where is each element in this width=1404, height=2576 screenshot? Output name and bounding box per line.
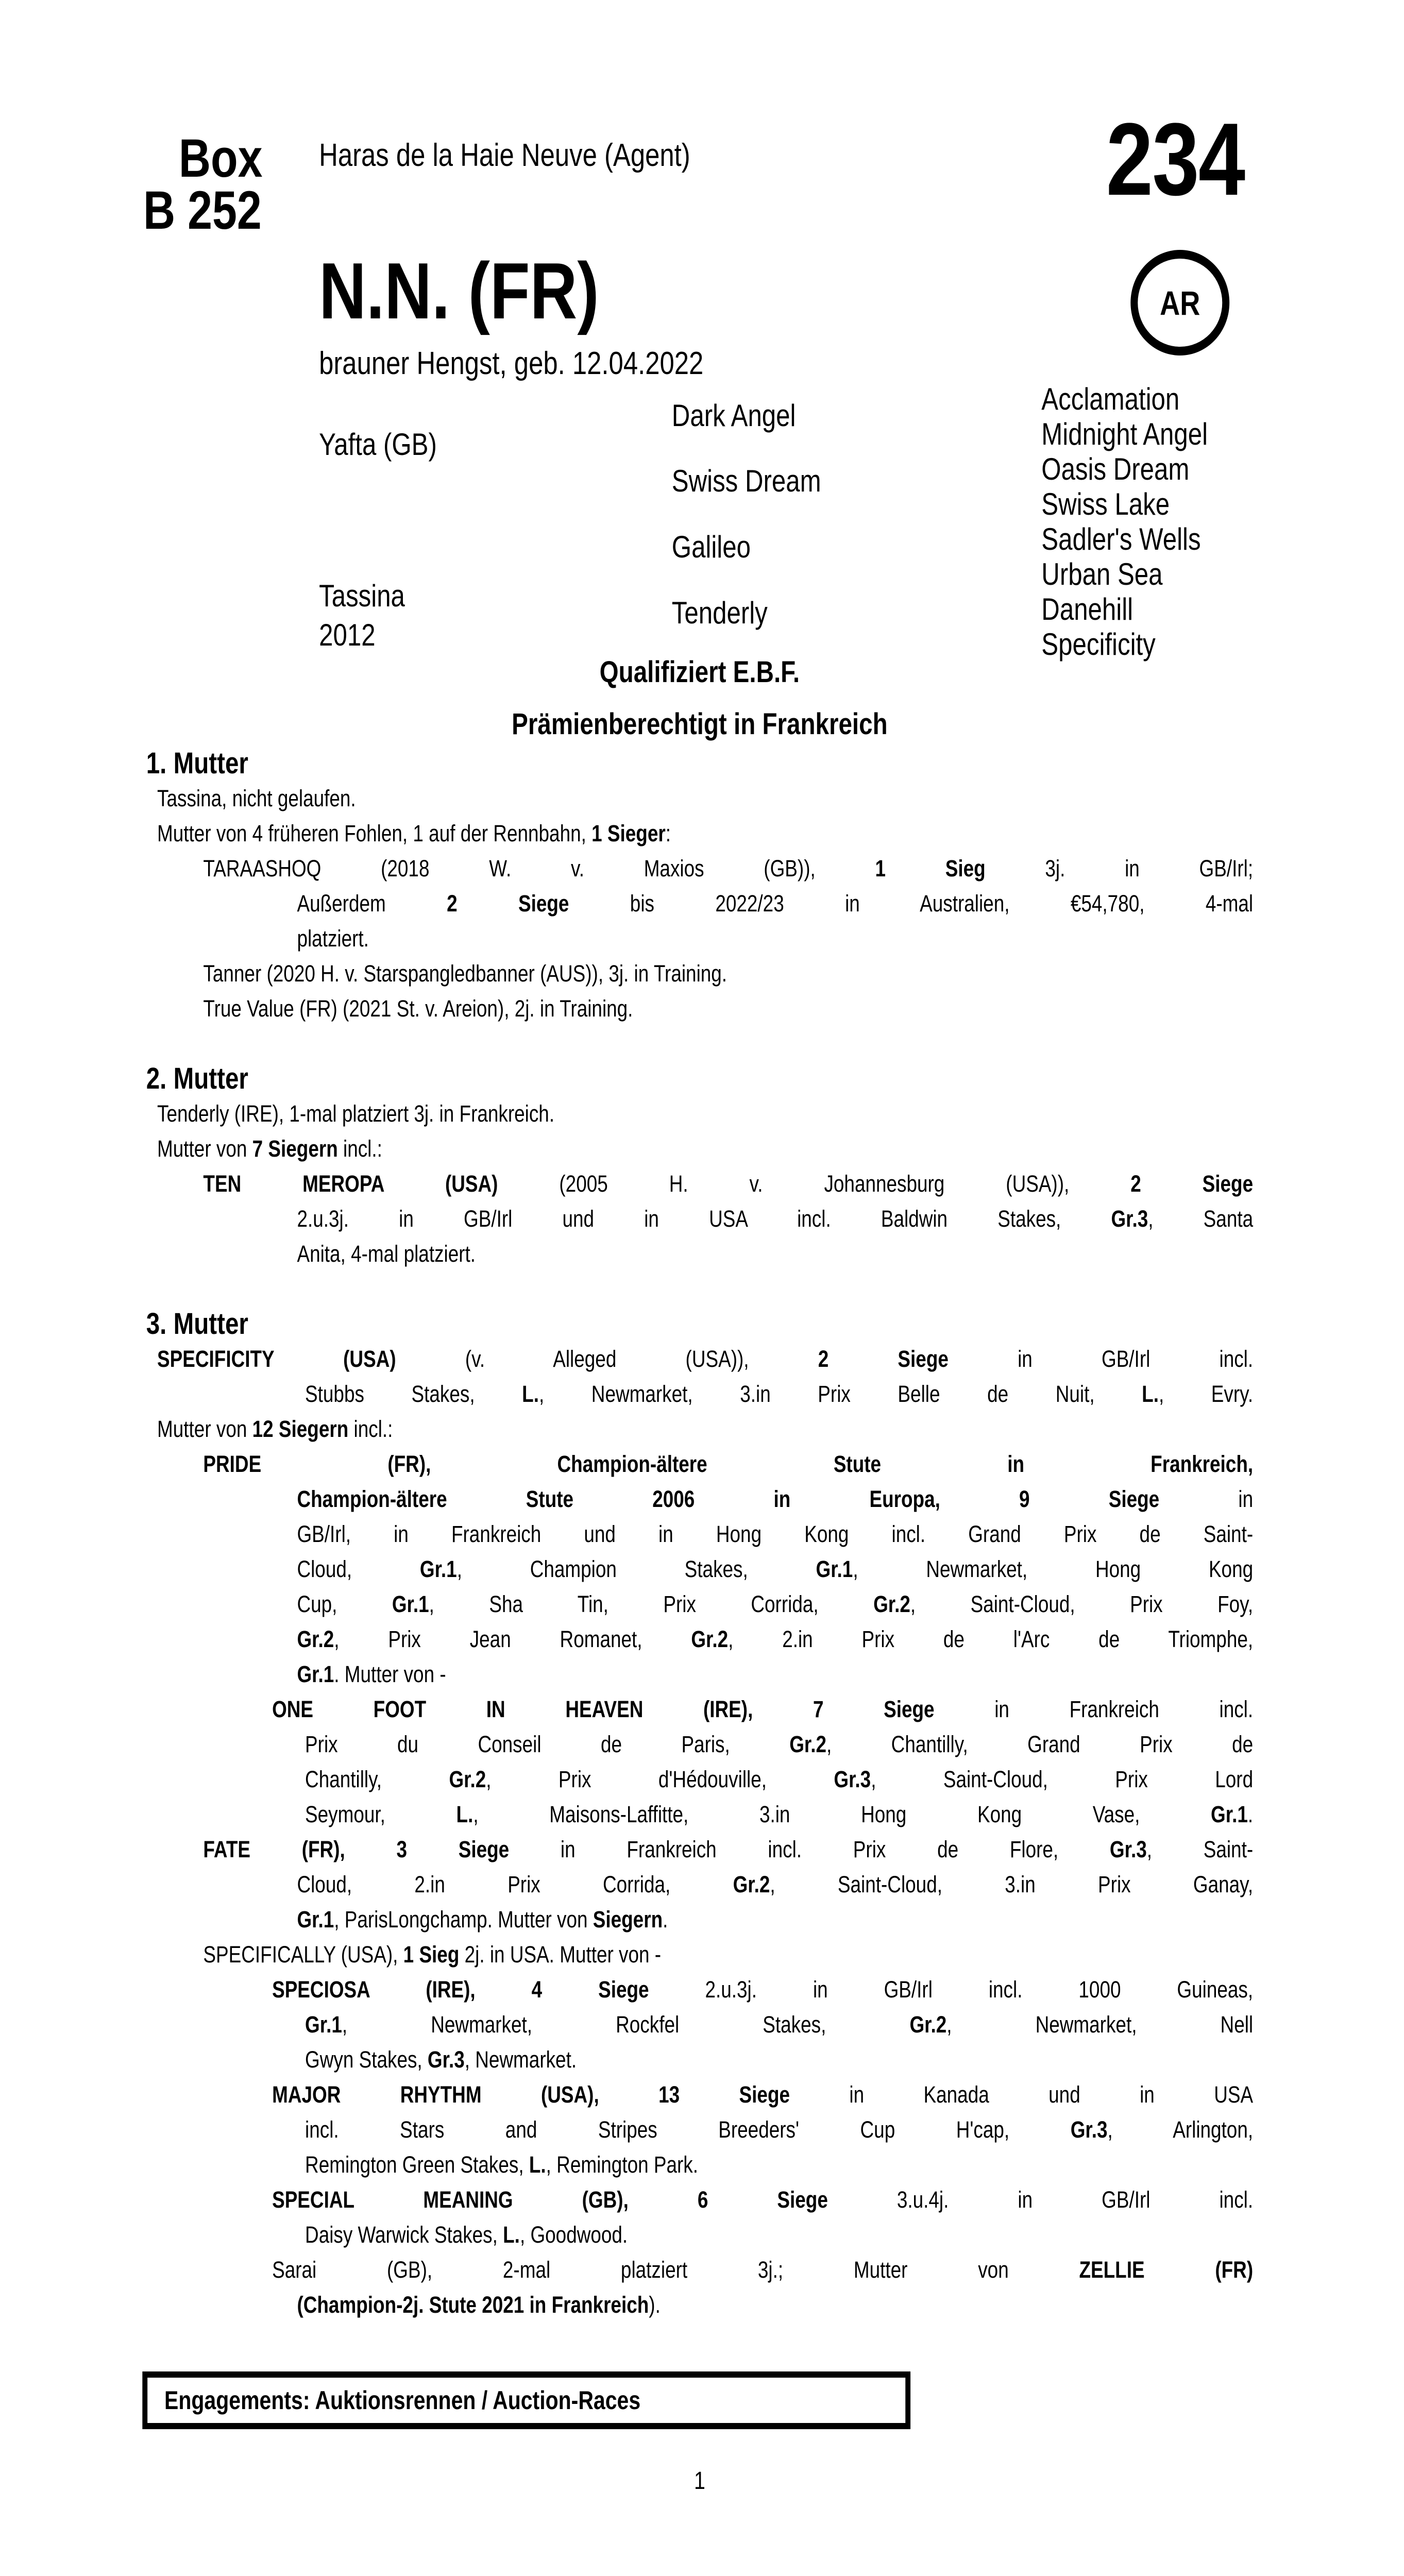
text-segment: Gr.2 [909, 2011, 947, 2038]
text-line [146, 781, 1253, 816]
text-line [146, 1447, 1253, 1482]
text-segment: platziert. [297, 925, 369, 952]
text-segment: , Sha Tin, Prix Corrida, [429, 1591, 874, 1617]
text-segment: 3.u.4j. in GB/Irl incl. [827, 2187, 1254, 2213]
dam-name: Tassina [319, 579, 405, 613]
text-segment: ). [649, 2292, 661, 2318]
text-segment: L. [503, 2222, 520, 2248]
text-segment: FATE (FR), 3 Siege [203, 1836, 510, 1862]
great-grandparent-name: Acclamation [1041, 382, 1180, 416]
text-segment: , ParisLongchamp. Mutter von [334, 1906, 593, 1933]
text-segment: Tanner (2020 H. v. Starspangledbanner (AUS)), 3j. in Training. [203, 960, 728, 987]
text-line [146, 1236, 1253, 1272]
text-segment: Chantilly, [305, 1766, 449, 1792]
text-line [146, 1692, 1253, 1727]
text-line [146, 2077, 1253, 2112]
great-grandparent-name: Urban Sea [1041, 557, 1163, 591]
text-segment: Gr.1 [297, 1661, 334, 1687]
text-segment: , Goodwood. [519, 2222, 628, 2248]
text-segment: SPECIFICALLY (USA), [203, 1941, 403, 1968]
text-line [146, 1201, 1253, 1236]
text-segment: Gr.2 [873, 1591, 910, 1617]
text-segment: Gr.3 [427, 2046, 465, 2073]
text-segment: in Frankreich incl. [934, 1696, 1254, 1722]
ar-badge [1130, 250, 1229, 355]
text-segment: TEN MEROPA (USA) [203, 1171, 498, 1197]
text-segment: Cloud, [297, 1556, 420, 1582]
text-segment: Gr.1 [1211, 1801, 1248, 1827]
text-segment: , Saint- [1146, 1836, 1254, 1862]
text-line [146, 1762, 1253, 1797]
consignor-name: Haras de la Haie Neuve (Agent) [319, 138, 690, 173]
text-segment: TARAASHOQ (2018 W. v. Maxios (GB)), [203, 855, 875, 882]
text-segment: Gr.1 [305, 2011, 342, 2038]
text-segment: bis 2022/23 in Australien, €54,780, 4-mal [569, 890, 1254, 917]
text-line [146, 886, 1253, 921]
text-line [146, 1657, 1253, 1692]
text-line [146, 2042, 1253, 2077]
text-segment: , Prix d'Hédouville, [486, 1766, 834, 1792]
text-segment: Gr.2 [297, 1626, 334, 1652]
text-segment: , Prix Jean Romanet, [334, 1626, 691, 1652]
text-segment: ONE FOOT IN HEAVEN (IRE), 7 Siege [272, 1696, 935, 1722]
mutter-section [146, 1307, 1253, 2323]
text-segment: Tenderly (IRE), 1-mal platziert 3j. in Frankreich. [157, 1100, 555, 1127]
text-segment: , Santa [1148, 1206, 1254, 1232]
text-line [146, 2217, 1253, 2252]
text-segment: Gr.3 [1111, 1206, 1148, 1232]
text-segment: Tassina, nicht gelaufen. [157, 785, 356, 811]
text-segment: Remington Green Stakes, [305, 2151, 529, 2178]
text-line [146, 2252, 1253, 2287]
box-number: B 252 [143, 180, 262, 241]
text-segment: Gr.1 [419, 1556, 457, 1582]
text-segment: (Champion-2j. Stute 2021 in Frankreich [297, 2292, 649, 2318]
dam-year: 2012 [319, 618, 376, 652]
text-segment: Gr.3 [834, 1766, 871, 1792]
lot-number: 234 [1106, 102, 1245, 217]
text-segment: SPECIAL MEANING (GB), 6 Siege [272, 2187, 828, 2213]
text-line [146, 2007, 1253, 2042]
text-segment: . [1247, 1801, 1254, 1827]
text-line [146, 1377, 1253, 1412]
text-line [146, 816, 1253, 851]
text-segment: Champion-ältere Stute 2006 in Europa, 9 Siege [297, 1486, 1160, 1512]
text-line [146, 921, 1253, 956]
text-segment: Seymour, [305, 1801, 456, 1827]
text-segment: 1 Sieg [875, 855, 986, 882]
text-line [146, 2147, 1253, 2182]
text-segment: . Mutter von - [334, 1661, 446, 1687]
text-line [146, 1482, 1253, 1517]
mutter-section [146, 1061, 1253, 1272]
text-line [146, 1867, 1253, 1902]
text-line [146, 1937, 1253, 1972]
text-line [146, 1412, 1253, 1447]
text-segment: Prix du Conseil de Paris, [305, 1731, 790, 1757]
section-heading: 1. Mutter [146, 747, 248, 780]
text-segment: 2 Siege [447, 890, 569, 917]
text-line [146, 1131, 1253, 1166]
text-segment: 2.u.3j. in GB/Irl und in USA incl. Baldwin Stakes, [297, 1206, 1111, 1232]
text-segment: , Chantilly, Grand Prix de [826, 1731, 1254, 1757]
text-segment: in Kanada und in USA [790, 2081, 1254, 2108]
text-segment: , Newmarket. [464, 2046, 577, 2073]
text-segment: Gr.2 [789, 1731, 826, 1757]
text-segment: Daisy Warwick Stakes, [305, 2222, 503, 2248]
text-line [146, 2112, 1253, 2147]
text-line [146, 991, 1253, 1026]
text-segment: , Newmarket, 3.in Prix Belle de Nuit, [538, 1381, 1142, 1407]
text-segment: Mutter von [157, 1416, 252, 1442]
great-grandparent-name: Swiss Lake [1041, 487, 1170, 521]
sire-sire-name: Dark Angel [671, 398, 796, 433]
great-grandparent-name: Oasis Dream [1041, 452, 1190, 486]
great-grandparent-name: Specificity [1041, 627, 1156, 662]
text-line [146, 1587, 1253, 1622]
text-line [146, 851, 1253, 886]
text-segment: , Remington Park. [546, 2151, 698, 2178]
text-segment: MAJOR RHYTHM (USA), 13 Siege [272, 2081, 790, 2108]
text-segment: Gr.3 [1070, 2116, 1108, 2143]
text-segment: Mutter von 4 früheren Fohlen, 1 auf der Rennbahn, [157, 820, 592, 846]
text-line [146, 1342, 1253, 1377]
text-segment: Gr.2 [449, 1766, 486, 1792]
text-segment: L. [1142, 1381, 1159, 1407]
text-segment: L. [529, 2151, 546, 2178]
text-segment: Stubbs Stakes, [305, 1381, 522, 1407]
text-line [146, 1096, 1253, 1131]
text-segment: Sarai (GB), 2-mal platziert 3j.; Mutter von [272, 2257, 1079, 2283]
text-segment: L. [522, 1381, 539, 1407]
great-grandparent-column [1041, 382, 1208, 662]
mutter-section [146, 746, 1253, 1026]
box-label: Box [178, 128, 263, 189]
text-segment: incl. Stars and Stripes Breeders' Cup H'cap, [305, 2116, 1071, 2143]
sire-name: Yafta (GB) [319, 427, 437, 462]
text-line [146, 1517, 1253, 1552]
text-segment: , 2.in Prix de l'Arc de Triomphe, [728, 1626, 1254, 1652]
text-line [146, 2287, 1253, 2323]
ar-badge-label: AR [1160, 283, 1200, 322]
text-segment: , Newmarket, Rockfel Stakes, [342, 2011, 910, 2038]
text-line [146, 1797, 1253, 1832]
mutter-sections [146, 746, 1253, 2323]
sire-dam-name: Swiss Dream [671, 464, 821, 498]
section-heading: 2. Mutter [146, 1062, 248, 1095]
text-segment: 12 Siegern [252, 1416, 349, 1442]
text-segment: , Maisons-Laffitte, 3.in Hong Kong Vase, [473, 1801, 1211, 1827]
text-segment: , Saint-Cloud, Prix Lord [871, 1766, 1254, 1792]
section-heading: 3. Mutter [146, 1307, 248, 1341]
text-line [146, 1166, 1253, 1201]
great-grandparent-name: Danehill [1041, 592, 1134, 626]
text-segment: (v. Alleged (USA)), [396, 1346, 818, 1372]
text-segment: (2005 H. v. Johannesburg (USA)), [498, 1171, 1131, 1197]
text-segment: GB/Irl, in Frankreich und in Hong Kong incl. Grand Prix de Saint- [297, 1521, 1254, 1547]
text-segment: SPECIOSA (IRE), 4 Siege [272, 1976, 649, 2003]
text-line [146, 1972, 1253, 2007]
text-segment: Gr.1 [392, 1591, 429, 1617]
text-line [146, 1622, 1253, 1657]
text-segment: Cup, [297, 1591, 392, 1617]
text-segment: , Newmarket, Hong Kong [853, 1556, 1254, 1582]
text-segment: Gr.1 [816, 1556, 853, 1582]
text-segment: 1 Sieg [403, 1941, 460, 1968]
text-segment: Gr.3 [1109, 1836, 1147, 1862]
text-line [146, 1902, 1253, 1937]
text-segment: Anita, 4-mal platziert. [297, 1241, 476, 1267]
qualification-premium: Prämienberechtigt in Frankreich [512, 707, 888, 741]
text-segment: Außerdem [297, 890, 447, 917]
text-segment: , Arlington, [1107, 2116, 1254, 2143]
text-segment: incl.: [337, 1136, 382, 1162]
text-segment: . [663, 1906, 668, 1933]
text-segment: , Newmarket, Nell [946, 2011, 1254, 2038]
text-line [146, 956, 1253, 991]
dam-sire-name: Galileo [671, 530, 751, 564]
text-segment: in GB/Irl incl. [948, 1346, 1254, 1372]
horse-name: N.N. (FR) [319, 246, 599, 335]
text-segment: in Frankreich incl. Prix de Flore, [509, 1836, 1110, 1862]
text-line [146, 1832, 1253, 1867]
text-segment: PRIDE (FR), Champion-ältere Stute in Frankreich, [203, 1451, 1254, 1477]
text-segment: Gwyn Stakes, [305, 2046, 428, 2073]
text-segment: Gr.1 [297, 1906, 334, 1933]
text-segment: 2 Siege [818, 1346, 949, 1372]
text-segment: 2.u.3j. in GB/Irl incl. 1000 Guineas, [649, 1976, 1254, 2003]
text-segment: L. [456, 1801, 473, 1827]
text-segment: , Champion Stakes, [456, 1556, 816, 1582]
text-segment: ZELLIE (FR) [1079, 2257, 1254, 2283]
great-grandparent-name: Sadler's Wells [1041, 522, 1201, 556]
text-segment: 2 Siege [1130, 1171, 1254, 1197]
text-segment: 1 Sieger [591, 820, 666, 846]
text-segment: Gr.2 [691, 1626, 729, 1652]
text-line [146, 1552, 1253, 1587]
engagements-label: Engagements: Auktionsrennen / Auction-Races [164, 2386, 641, 2415]
text-segment: 3j. in GB/Irl; [985, 855, 1254, 882]
text-segment: Cloud, 2.in Prix Corrida, [297, 1871, 733, 1897]
text-line [146, 2182, 1253, 2217]
text-segment: Gr.2 [733, 1871, 770, 1897]
text-segment: 7 Siegern [252, 1136, 338, 1162]
text-segment: Siegern [593, 1906, 663, 1933]
qualification-ebf: Qualifiziert E.B.F. [599, 655, 800, 689]
text-segment: Mutter von [157, 1136, 252, 1162]
dam-dam-name: Tenderly [671, 596, 768, 630]
text-segment: , Saint-Cloud, 3.in Prix Ganay, [770, 1871, 1254, 1897]
engagements-box [142, 2371, 910, 2429]
text-line [146, 1727, 1253, 1762]
text-segment: SPECIFICITY (USA) [157, 1346, 396, 1372]
text-segment: incl.: [348, 1416, 393, 1442]
text-segment: , Evry. [1158, 1381, 1254, 1407]
text-segment: : [665, 820, 671, 846]
text-segment: in [1159, 1486, 1254, 1512]
page-number: 1 [693, 2467, 705, 2495]
great-grandparent-name: Midnight Angel [1041, 417, 1208, 451]
text-segment: True Value (FR) (2021 St. v. Areion), 2j. in Training. [203, 995, 633, 1022]
horse-description: brauner Hengst, geb. 12.04.2022 [319, 346, 704, 381]
text-segment: , Saint-Cloud, Prix Foy, [910, 1591, 1254, 1617]
text-segment: 2j. in USA. Mutter von - [459, 1941, 662, 1968]
